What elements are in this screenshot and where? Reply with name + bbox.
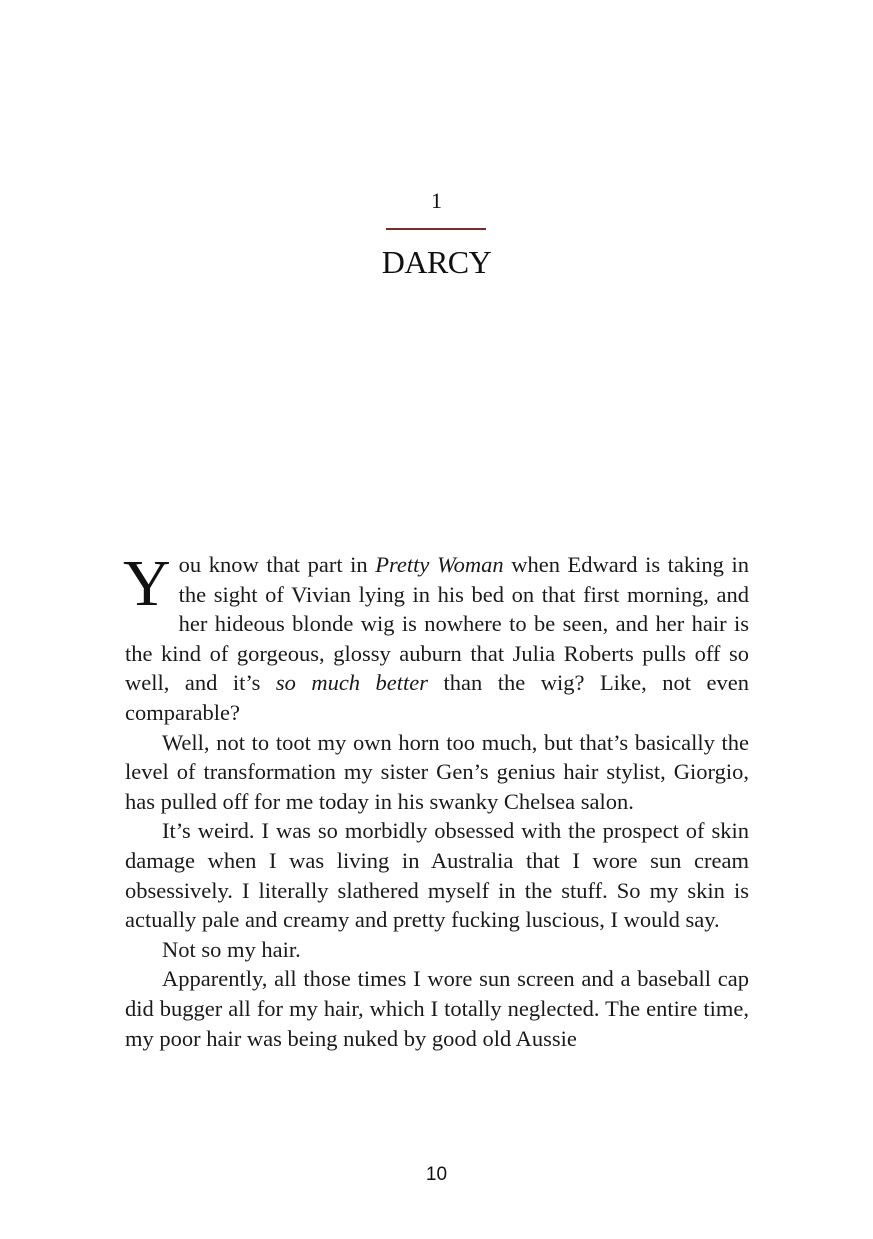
chapter-divider-rule [386, 228, 486, 230]
paragraph-4: Not so my hair. [162, 936, 301, 962]
paragraph-1: You know that part in Pretty Woman when Edward is taking in the sight of Vivian lying in his bed on that first morning, and her hideous blonde wig is nowhere to be seen, and her hair is the kind of gorgeous, glossy auburn that Julia Roberts pulls off so well, and it’s so much better than the wig? Like, not even comparable? [123, 547, 749, 725]
chapter-number: 1 [431, 188, 442, 213]
chapter-title: DARCY [381, 244, 492, 280]
paragraph-2: Well, not to toot my own horn too much, but that’s basically the level of transformation my sister Gen’s genius hair stylist, Giorgio, has pulled off for me today in his swanky Chelsea salon. [125, 729, 749, 814]
italic-title: Pretty Woman [375, 552, 504, 577]
chapter-body [123, 547, 749, 1053]
drop-cap: Y [123, 547, 171, 620]
page-number: 10 [425, 1164, 448, 1185]
paragraph-5: Apparently, all those times I wore sun screen and a baseball cap did bugger all for my hair, which I totally neglected. The entire time, my poor hair was being nuked by good old Aussie [125, 966, 749, 1051]
paragraph-3: It’s weird. I was so morbidly obsessed with the prospect of skin damage when I was living in Australia that I wore sun cream obsessively. I literally slathered myself in the stuff. So my skin is actually pale and creamy and pretty fucking luscious, I would say. [125, 818, 749, 933]
italic-emphasis: so much better [275, 670, 429, 696]
